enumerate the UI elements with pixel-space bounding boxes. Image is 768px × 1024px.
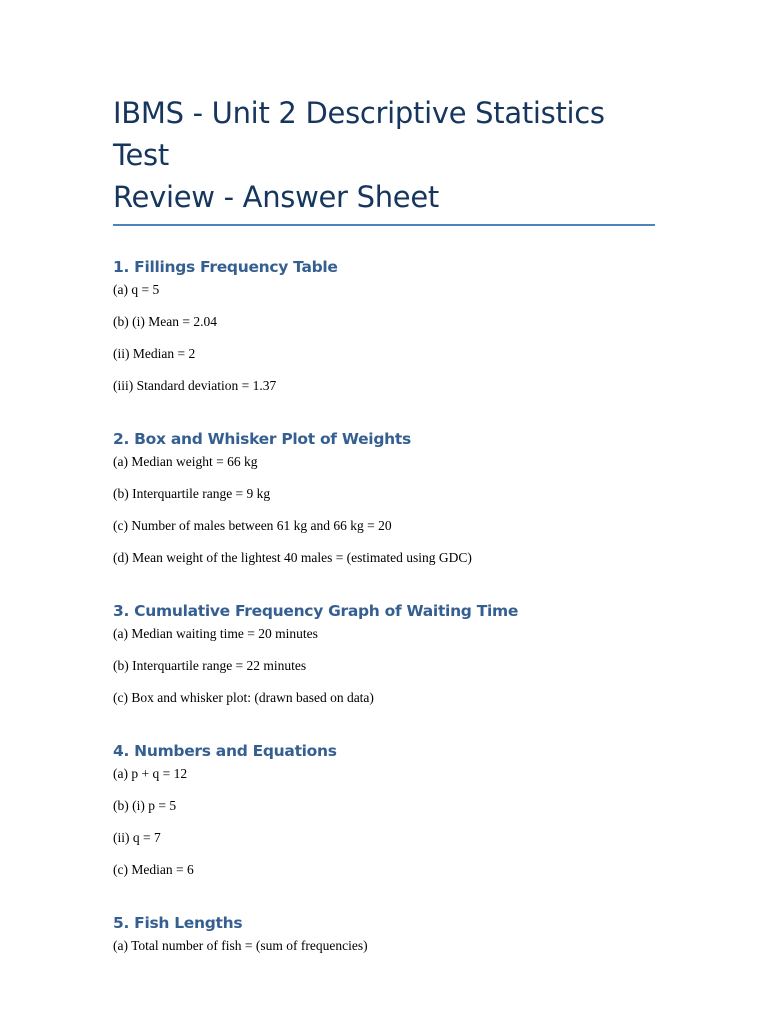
answer-2a: (a) Median weight = 66 kg: [113, 454, 258, 469]
answer-4b-ii: (ii) q = 7: [113, 830, 161, 845]
answer-3b: (b) Interquartile range = 22 minutes: [113, 658, 307, 673]
section-heading: 1. Fillings Frequency Table: [113, 258, 338, 276]
answer-2b: (b) Interquartile range = 9 kg: [113, 486, 271, 501]
section-numbers-equations: [113, 739, 655, 881]
section-cumulative-frequency: [113, 599, 655, 709]
answer-1b-iii: (iii) Standard deviation = 1.37: [113, 378, 277, 393]
section-heading: 2. Box and Whisker Plot of Weights: [113, 430, 411, 448]
title-underline: [113, 224, 655, 226]
section-fillings: [113, 255, 655, 397]
section-heading: 5. Fish Lengths: [113, 914, 243, 932]
answer-1b-i: (b) (i) Mean = 2.04: [113, 314, 217, 329]
answer-3c: (c) Box and whisker plot: (drawn based on data): [113, 690, 374, 705]
answer-2d: (d) Mean weight of the lightest 40 males = (estimated using GDC): [113, 550, 472, 565]
answer-4b-i: (b) (i) p = 5: [113, 798, 177, 813]
title-line-1: IBMS - Unit 2 Descriptive Statistics Test: [113, 96, 605, 172]
section-heading: 3. Cumulative Frequency Graph of Waiting Time: [113, 602, 519, 620]
title-line-2: Review - Answer Sheet: [113, 180, 439, 214]
section-heading: 4. Numbers and Equations: [113, 742, 337, 760]
section-fish-lengths: [113, 911, 655, 957]
section-box-whisker: [113, 427, 655, 569]
answer-1a: (a) q = 5: [113, 282, 160, 297]
answer-1b-ii: (ii) Median = 2: [113, 346, 196, 361]
answer-3a: (a) Median waiting time = 20 minutes: [113, 626, 318, 641]
answer-5a: (a) Total number of fish = (sum of frequencies): [113, 938, 368, 953]
answer-2c: (c) Number of males between 61 kg and 66 kg = 20: [113, 518, 392, 533]
document-title: [113, 92, 655, 218]
document-page: [113, 92, 655, 957]
answer-4a: (a) p + q = 12: [113, 766, 188, 781]
answer-4c: (c) Median = 6: [113, 862, 194, 877]
